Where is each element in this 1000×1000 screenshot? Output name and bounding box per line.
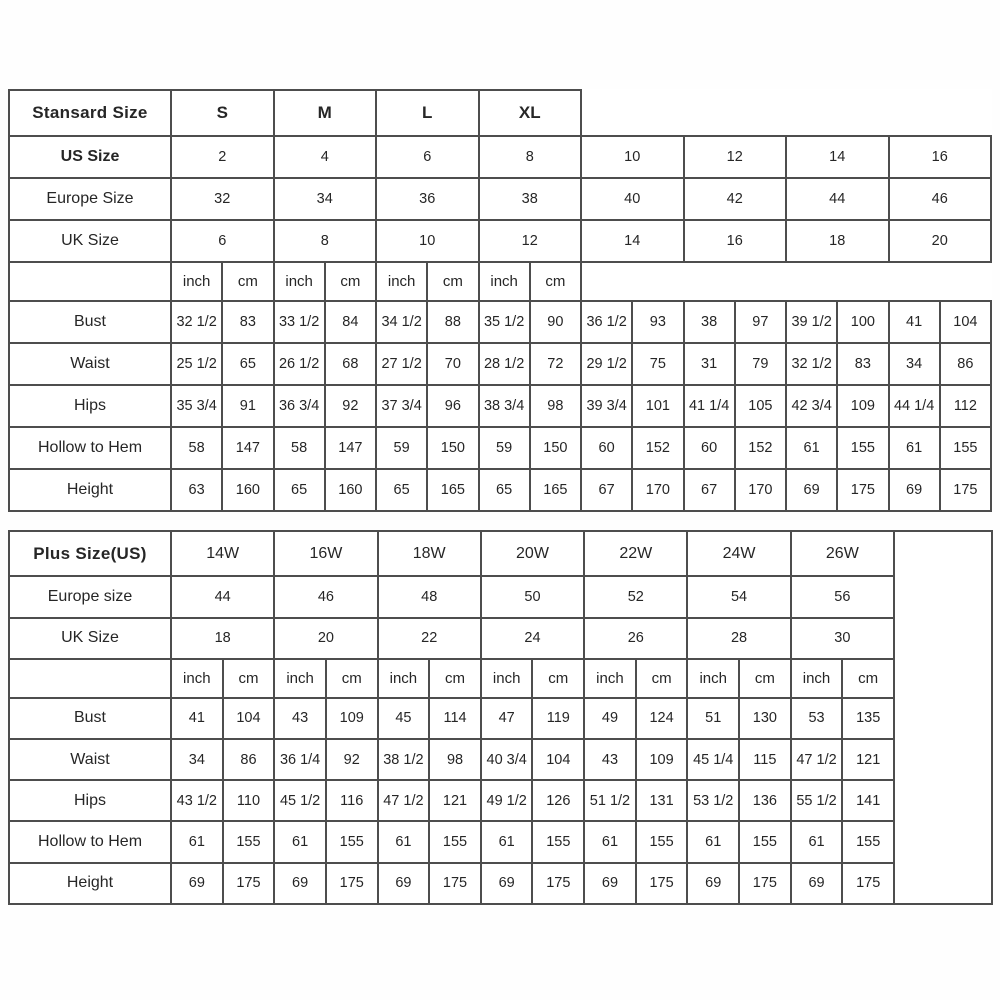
measurement-value-cell: 32 1/2	[171, 301, 222, 343]
measurement-value-cell: 104	[940, 301, 991, 343]
measurement-value-cell: 175	[223, 863, 275, 904]
unit-header-cm: cm	[530, 262, 581, 302]
measurement-value-cell: 59	[376, 427, 427, 469]
measurement-value-cell: 69	[786, 469, 837, 511]
measurement-value-cell: 58	[171, 427, 222, 469]
unit-header-inch: inch	[171, 659, 223, 698]
measurement-value-cell: 61	[378, 821, 430, 862]
size-conversion-row	[9, 178, 991, 220]
measurement-value-cell: 116	[326, 780, 378, 821]
measurement-row	[9, 301, 991, 343]
row-label: Hips	[9, 780, 171, 821]
size-value-cell: 14	[786, 136, 889, 178]
measurement-value-cell: 61	[791, 821, 843, 862]
measurement-value-cell: 175	[837, 469, 888, 511]
measurement-value-cell: 75	[632, 343, 683, 385]
measurement-value-cell: 69	[889, 469, 940, 511]
size-value-cell: 44	[171, 576, 274, 617]
size-value-cell: 20	[274, 618, 377, 659]
size-group-header: 22W	[584, 531, 687, 576]
measurement-value-cell: 37 3/4	[376, 385, 427, 427]
row-label: Waist	[9, 343, 171, 385]
measurement-value-cell: 67	[581, 469, 632, 511]
measurement-value-cell: 32 1/2	[786, 343, 837, 385]
size-group-header: 16W	[274, 531, 377, 576]
size-value-cell: 16	[889, 136, 992, 178]
measurement-value-cell: 84	[325, 301, 376, 343]
size-conversion-row	[9, 136, 991, 178]
size-value-cell: 18	[171, 618, 274, 659]
measurement-value-cell: 49	[584, 698, 636, 739]
measurement-row	[9, 343, 991, 385]
measurement-value-cell: 98	[429, 739, 481, 780]
size-value-cell: 12	[479, 220, 582, 262]
measurement-value-cell: 51	[687, 698, 739, 739]
measurement-value-cell: 69	[171, 863, 223, 904]
measurement-row	[9, 385, 991, 427]
size-group-header: 14W	[171, 531, 274, 576]
measurement-value-cell: 121	[842, 739, 894, 780]
measurement-value-cell: 68	[325, 343, 376, 385]
unit-header-inch: inch	[378, 659, 430, 698]
size-value-cell: 12	[684, 136, 787, 178]
measurement-value-cell: 155	[636, 821, 688, 862]
measurement-value-cell: 65	[376, 469, 427, 511]
measurement-value-cell: 155	[532, 821, 584, 862]
measurement-value-cell: 44 1/4	[889, 385, 940, 427]
measurement-value-cell: 61	[481, 821, 533, 862]
measurement-value-cell: 175	[532, 863, 584, 904]
size-value-cell: 32	[171, 178, 274, 220]
measurement-value-cell: 61	[687, 821, 739, 862]
row-label: Europe size	[9, 576, 171, 617]
size-conversion-row	[9, 576, 992, 617]
row-label: Europe Size	[9, 178, 171, 220]
row-label: Height	[9, 469, 171, 511]
unit-header-row	[9, 659, 992, 698]
size-value-cell: 50	[481, 576, 584, 617]
unit-header-cm: cm	[739, 659, 791, 698]
measurement-value-cell: 65	[222, 343, 273, 385]
size-value-cell: 6	[376, 136, 479, 178]
measurement-value-cell: 109	[837, 385, 888, 427]
measurement-value-cell: 70	[427, 343, 478, 385]
measurement-value-cell: 53	[791, 698, 843, 739]
size-value-cell: 48	[378, 576, 481, 617]
size-value-cell: 8	[479, 136, 582, 178]
size-value-cell: 10	[376, 220, 479, 262]
measurement-value-cell: 69	[687, 863, 739, 904]
size-value-cell: 6	[171, 220, 274, 262]
size-value-cell: 52	[584, 576, 687, 617]
measurement-value-cell: 69	[378, 863, 430, 904]
measurement-value-cell: 39 1/2	[786, 301, 837, 343]
measurement-value-cell: 110	[223, 780, 275, 821]
unit-header-row	[9, 262, 991, 302]
measurement-value-cell: 69	[481, 863, 533, 904]
measurement-value-cell: 59	[479, 427, 530, 469]
measurement-value-cell: 112	[940, 385, 991, 427]
measurement-value-cell: 88	[427, 301, 478, 343]
row-label: UK Size	[9, 618, 171, 659]
measurement-value-cell: 175	[636, 863, 688, 904]
unit-header-inch: inch	[479, 262, 530, 302]
measurement-value-cell: 135	[842, 698, 894, 739]
row-label: Hips	[9, 385, 171, 427]
size-value-cell: 24	[481, 618, 584, 659]
measurement-value-cell: 43	[274, 698, 326, 739]
size-conversion-row	[9, 220, 991, 262]
measurement-value-cell: 45 1/4	[687, 739, 739, 780]
row-label: Waist	[9, 739, 171, 780]
measurement-value-cell: 79	[735, 343, 786, 385]
size-value-cell: 14	[581, 220, 684, 262]
measurement-row	[9, 863, 992, 904]
size-conversion-row	[9, 618, 992, 659]
measurement-value-cell: 41 1/4	[684, 385, 735, 427]
size-value-cell: 16	[684, 220, 787, 262]
unit-header-inch: inch	[274, 262, 325, 302]
measurement-value-cell: 175	[940, 469, 991, 511]
trailing-empty-column	[894, 531, 992, 904]
measurement-value-cell: 38	[684, 301, 735, 343]
unit-header-inch: inch	[791, 659, 843, 698]
unit-header-inch: inch	[274, 659, 326, 698]
size-group-header: M	[274, 90, 377, 136]
measurement-value-cell: 36 1/2	[581, 301, 632, 343]
measurement-value-cell: 41	[889, 301, 940, 343]
measurement-value-cell: 155	[940, 427, 991, 469]
size-value-cell: 30	[791, 618, 894, 659]
measurement-value-cell: 28 1/2	[479, 343, 530, 385]
measurement-value-cell: 72	[530, 343, 581, 385]
unit-header-cm: cm	[427, 262, 478, 302]
size-group-header: S	[171, 90, 274, 136]
measurement-value-cell: 160	[222, 469, 273, 511]
unit-header-cm: cm	[222, 262, 273, 302]
standard-size-table	[8, 89, 992, 512]
measurement-row	[9, 427, 991, 469]
measurement-value-cell: 61	[274, 821, 326, 862]
measurement-row	[9, 469, 991, 511]
measurement-value-cell: 109	[636, 739, 688, 780]
measurement-value-cell: 141	[842, 780, 894, 821]
blank-label-cell	[9, 262, 171, 302]
measurement-value-cell: 35 1/2	[479, 301, 530, 343]
row-label: Hollow to Hem	[9, 427, 171, 469]
size-value-cell: 22	[378, 618, 481, 659]
measurement-value-cell: 61	[889, 427, 940, 469]
size-group-header: 20W	[481, 531, 584, 576]
unit-header-cm: cm	[532, 659, 584, 698]
measurement-value-cell: 155	[837, 427, 888, 469]
measurement-value-cell: 33 1/2	[274, 301, 325, 343]
measurement-value-cell: 31	[684, 343, 735, 385]
measurement-value-cell: 175	[842, 863, 894, 904]
measurement-value-cell: 65	[479, 469, 530, 511]
unit-header-cm: cm	[636, 659, 688, 698]
unit-header-cm: cm	[429, 659, 481, 698]
measurement-value-cell: 126	[532, 780, 584, 821]
size-value-cell: 44	[786, 178, 889, 220]
measurement-row	[9, 780, 992, 821]
measurement-value-cell: 41	[171, 698, 223, 739]
measurement-value-cell: 93	[632, 301, 683, 343]
measurement-value-cell: 47 1/2	[378, 780, 430, 821]
size-group-header: 24W	[687, 531, 790, 576]
measurement-value-cell: 150	[530, 427, 581, 469]
measurement-value-cell: 121	[429, 780, 481, 821]
size-value-cell: 26	[584, 618, 687, 659]
measurement-value-cell: 40 3/4	[481, 739, 533, 780]
measurement-value-cell: 175	[429, 863, 481, 904]
measurement-row	[9, 698, 992, 739]
measurement-value-cell: 25 1/2	[171, 343, 222, 385]
size-value-cell: 34	[274, 178, 377, 220]
measurement-value-cell: 60	[581, 427, 632, 469]
measurement-value-cell: 55 1/2	[791, 780, 843, 821]
measurement-value-cell: 155	[739, 821, 791, 862]
measurement-value-cell: 170	[735, 469, 786, 511]
corner-label: Stansard Size	[9, 90, 171, 136]
measurement-value-cell: 97	[735, 301, 786, 343]
unit-header-inch: inch	[171, 262, 222, 302]
size-value-cell: 40	[581, 178, 684, 220]
measurement-value-cell: 96	[427, 385, 478, 427]
measurement-value-cell: 65	[274, 469, 325, 511]
measurement-value-cell: 69	[584, 863, 636, 904]
measurement-value-cell: 83	[222, 301, 273, 343]
measurement-value-cell: 130	[739, 698, 791, 739]
size-value-cell: 10	[581, 136, 684, 178]
measurement-value-cell: 152	[735, 427, 786, 469]
unit-header-cm: cm	[223, 659, 275, 698]
measurement-value-cell: 101	[632, 385, 683, 427]
row-label: Height	[9, 863, 171, 904]
measurement-value-cell: 61	[171, 821, 223, 862]
measurement-value-cell: 34	[889, 343, 940, 385]
measurement-value-cell: 104	[532, 739, 584, 780]
size-group-header: 18W	[378, 531, 481, 576]
measurement-value-cell: 29 1/2	[581, 343, 632, 385]
row-label: Hollow to Hem	[9, 821, 171, 862]
measurement-value-cell: 160	[325, 469, 376, 511]
measurement-value-cell: 38 1/2	[378, 739, 430, 780]
measurement-value-cell: 61	[584, 821, 636, 862]
measurement-value-cell: 114	[429, 698, 481, 739]
measurement-value-cell: 124	[636, 698, 688, 739]
measurement-value-cell: 155	[326, 821, 378, 862]
blank-label-cell	[9, 659, 171, 698]
size-group-header: XL	[479, 90, 582, 136]
measurement-value-cell: 61	[786, 427, 837, 469]
measurement-value-cell: 155	[842, 821, 894, 862]
measurement-value-cell: 147	[222, 427, 273, 469]
unit-header-inch: inch	[481, 659, 533, 698]
unit-header-inch: inch	[687, 659, 739, 698]
size-group-header: 26W	[791, 531, 894, 576]
measurement-value-cell: 98	[530, 385, 581, 427]
measurement-value-cell: 34 1/2	[376, 301, 427, 343]
measurement-value-cell: 92	[325, 385, 376, 427]
measurement-value-cell: 43	[584, 739, 636, 780]
measurement-value-cell: 115	[739, 739, 791, 780]
measurement-value-cell: 58	[274, 427, 325, 469]
measurement-value-cell: 100	[837, 301, 888, 343]
measurement-value-cell: 91	[222, 385, 273, 427]
measurement-row	[9, 739, 992, 780]
measurement-value-cell: 47	[481, 698, 533, 739]
size-value-cell: 46	[889, 178, 992, 220]
measurement-value-cell: 155	[223, 821, 275, 862]
measurement-value-cell: 105	[735, 385, 786, 427]
measurement-value-cell: 45	[378, 698, 430, 739]
measurement-value-cell: 35 3/4	[171, 385, 222, 427]
measurement-value-cell: 165	[427, 469, 478, 511]
row-label: US Size	[9, 136, 171, 178]
unit-header-cm: cm	[326, 659, 378, 698]
measurement-value-cell: 92	[326, 739, 378, 780]
measurement-value-cell: 104	[223, 698, 275, 739]
size-value-cell: 4	[274, 136, 377, 178]
measurement-value-cell: 86	[223, 739, 275, 780]
measurement-value-cell: 175	[326, 863, 378, 904]
unit-header-cm: cm	[842, 659, 894, 698]
measurement-value-cell: 38 3/4	[479, 385, 530, 427]
measurement-value-cell: 39 3/4	[581, 385, 632, 427]
size-value-cell: 28	[687, 618, 790, 659]
measurement-value-cell: 67	[684, 469, 735, 511]
measurement-value-cell: 152	[632, 427, 683, 469]
measurement-value-cell: 86	[940, 343, 991, 385]
measurement-value-cell: 165	[530, 469, 581, 511]
measurement-value-cell: 51 1/2	[584, 780, 636, 821]
row-label: UK Size	[9, 220, 171, 262]
measurement-value-cell: 27 1/2	[376, 343, 427, 385]
unit-header-cm: cm	[325, 262, 376, 302]
unit-header-inch: inch	[376, 262, 427, 302]
row-label: Bust	[9, 698, 171, 739]
measurement-value-cell: 69	[274, 863, 326, 904]
unit-header-inch: inch	[584, 659, 636, 698]
measurement-value-cell: 155	[429, 821, 481, 862]
size-group-header: L	[376, 90, 479, 136]
size-value-cell: 54	[687, 576, 790, 617]
measurement-value-cell: 109	[326, 698, 378, 739]
measurement-value-cell: 83	[837, 343, 888, 385]
size-value-cell: 46	[274, 576, 377, 617]
measurement-value-cell: 36 3/4	[274, 385, 325, 427]
measurement-value-cell: 69	[791, 863, 843, 904]
measurement-value-cell: 150	[427, 427, 478, 469]
measurement-value-cell: 60	[684, 427, 735, 469]
size-value-cell: 42	[684, 178, 787, 220]
measurement-value-cell: 26 1/2	[274, 343, 325, 385]
measurement-value-cell: 175	[739, 863, 791, 904]
size-value-cell: 36	[376, 178, 479, 220]
measurement-value-cell: 147	[325, 427, 376, 469]
measurement-value-cell: 36 1/4	[274, 739, 326, 780]
size-value-cell: 20	[889, 220, 992, 262]
measurement-value-cell: 45 1/2	[274, 780, 326, 821]
measurement-value-cell: 119	[532, 698, 584, 739]
measurement-value-cell: 43 1/2	[171, 780, 223, 821]
size-value-cell: 8	[274, 220, 377, 262]
measurement-value-cell: 42 3/4	[786, 385, 837, 427]
measurement-value-cell: 53 1/2	[687, 780, 739, 821]
measurement-value-cell: 34	[171, 739, 223, 780]
row-label: Bust	[9, 301, 171, 343]
measurement-value-cell: 131	[636, 780, 688, 821]
plus-size-table	[8, 530, 993, 905]
measurement-value-cell: 63	[171, 469, 222, 511]
size-value-cell: 56	[791, 576, 894, 617]
corner-label: Plus Size(US)	[9, 531, 171, 576]
measurement-value-cell: 47 1/2	[791, 739, 843, 780]
measurement-value-cell: 49 1/2	[481, 780, 533, 821]
measurement-value-cell: 90	[530, 301, 581, 343]
size-value-cell: 18	[786, 220, 889, 262]
size-value-cell: 2	[171, 136, 274, 178]
size-value-cell: 38	[479, 178, 582, 220]
measurement-value-cell: 136	[739, 780, 791, 821]
measurement-row	[9, 821, 992, 862]
measurement-value-cell: 170	[632, 469, 683, 511]
